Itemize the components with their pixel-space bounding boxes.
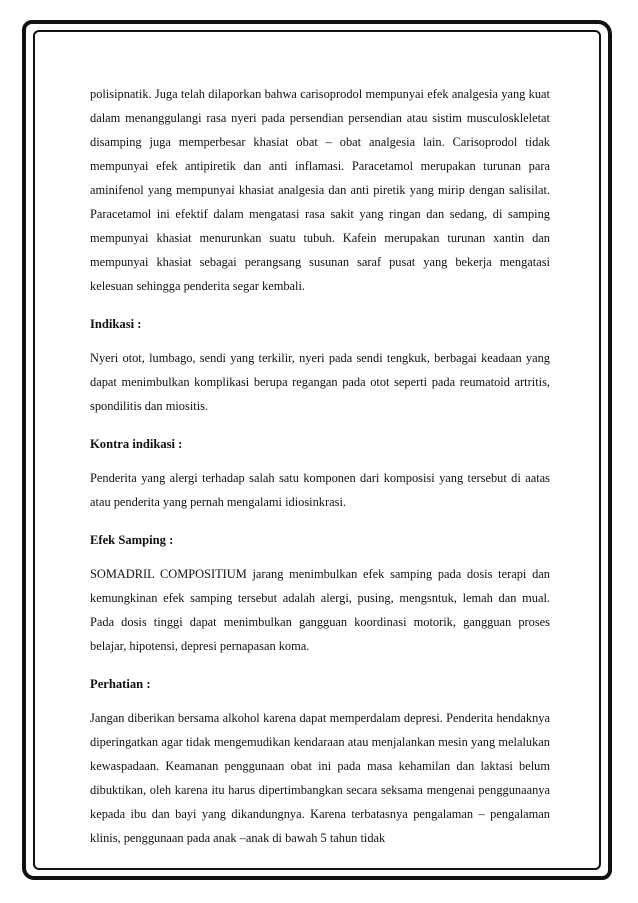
heading-kontra-indikasi: Kontra indikasi : (90, 437, 183, 451)
paragraph-kontra-indikasi: Penderita yang alergi terhadap salah satu komponen dari komposisi yang tersebut di aatas atau penderita yang pernah mengalami idiosinkrasi. (90, 471, 550, 509)
heading-perhatian: Perhatian : (90, 677, 151, 691)
heading-efek-samping: Efek Samping : (90, 533, 174, 547)
heading-indikasi: Indikasi : (90, 317, 142, 331)
document-body (90, 82, 550, 850)
paragraph-intro: polisipnatik. Juga telah dilaporkan bahwa carisoprodol mempunyai efek analgesia yang kuat dalam menanggulangi rasa nyeri pada persendian persendian atau sistim musculoskleletat disamping juga memperbesar khasiat obat – obat analgesia lain. Carisoprodol tidak mempunyai efek antipiretik dan anti inflamasi. Paracetamol merupakan turunan para aminifenol yang mempunyai khasiat analgesia dan anti piretik yang mirip dengan salisilat. Paracetamol ini efektif dalam mengatasi rasa sakit yang ringan dan sedang, di samping mempunyai khasiat menurunkan suatu tubuh. Kafein merupakan turunan xantin dan mempunyai khasiat sebagai perangsang susunan saraf pusat yang bekerja mengatasi kelesuan sehingga penderita segar kembali. (90, 87, 550, 293)
paragraph-indikasi: Nyeri otot, lumbago, sendi yang terkilir, nyeri pada sendi tengkuk, berbagai keadaan yang dapat menimbulkan komplikasi berupa regangan pada otot seperti pada reumatoid artritis, spondilitis dan miositis. (90, 351, 550, 413)
paragraph-perhatian: Jangan diberikan bersama alkohol karena dapat memperdalam depresi. Penderita hendaknya diperingatkan agar tidak mengemudikan kendaraan atau menjalankan mesin yang melalukan kewaspadaan. Keamanan penggunaan obat ini pada masa kehamilan dan laktasi belum dibuktikan, oleh karena itu harus dipertimbangkan secara seksama mengenai penggunaanya kepada ibu dan bayi yang dikandungnya. Karena terbatasnya pengalaman – pengalaman klinis, penggunaan pada anak –anak di bawah 5 tahun tidak (90, 711, 550, 845)
paragraph-efek-samping: SOMADRIL COMPOSITIUM jarang menimbulkan efek samping pada dosis terapi dan kemungkinan efek samping tersebut adalah alergi, pusing, mengsntuk, lemah dan mual. Pada dosis tinggi dapat menimbulkan gangguan koordinasi motorik, gangguan proses belajar, hipotensi, depresi pernapasan koma. (90, 567, 550, 653)
